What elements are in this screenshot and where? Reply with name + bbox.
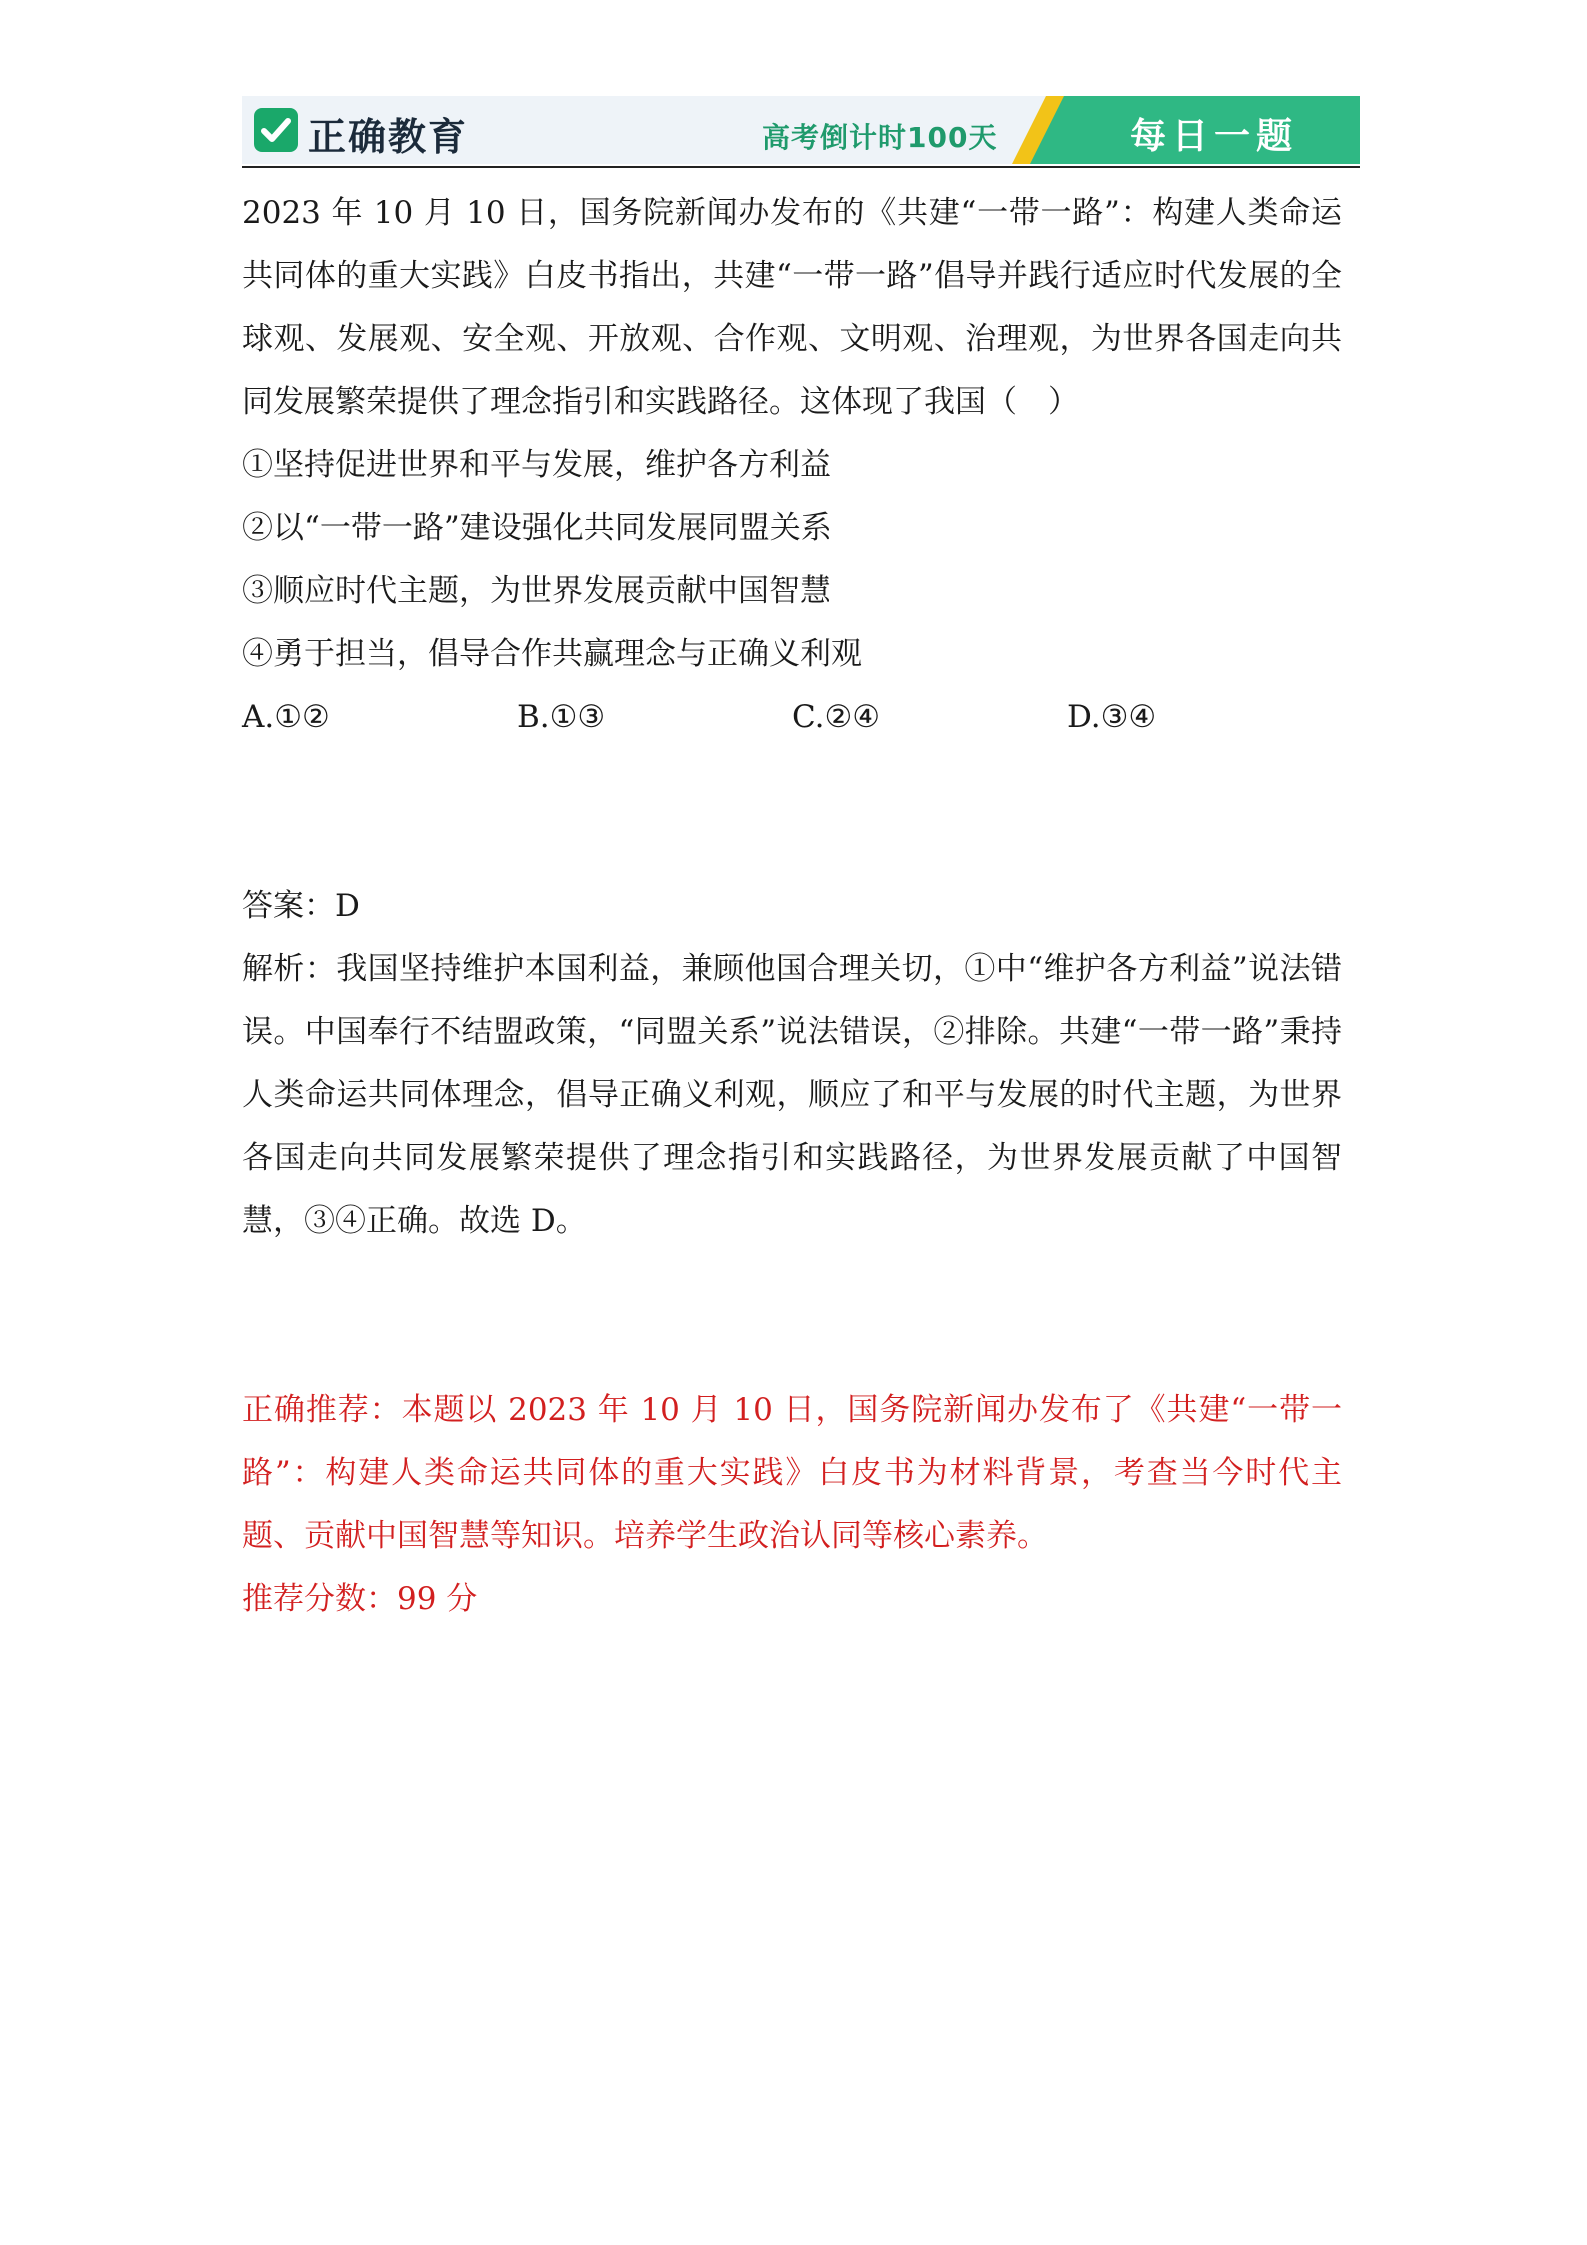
choice-b: B.①③ xyxy=(517,699,606,735)
choice-d: D.③④ xyxy=(1067,699,1157,735)
header-divider xyxy=(242,166,1360,168)
answer-label: 答案：D xyxy=(242,888,360,924)
brand-logo-text: 正确教育 xyxy=(308,115,469,159)
banner-label: 每日一题 xyxy=(1130,116,1299,157)
option-4: ④勇于担当，倡导合作共赢理念与正确义利观 xyxy=(242,636,862,672)
checkmark-logo-icon xyxy=(254,108,298,152)
choice-c: C.②④ xyxy=(792,699,881,735)
answer-choices xyxy=(242,686,1342,749)
recommendation-score: 推荐分数：99 分 xyxy=(242,1581,478,1617)
document-body xyxy=(242,182,1342,1631)
header-bar xyxy=(242,96,1360,164)
option-1: ①坚持促进世界和平与发展，维护各方利益 xyxy=(242,447,831,483)
question-stem: 2023 年 10 月 10 日，国务院新闻办发布的《共建“一带一路”：构建人类命运共同体的重大实践》白皮书指出，共建“一带一路”倡导并践行适应时代发展的全球观、发展观、安全观、开放观、合作观、文明观、治理观，为世界各国走向共同发展繁荣提供了理念指引和实践路径。这体现了我国（ ） xyxy=(242,195,1342,420)
analysis-text: 解析：我国坚持维护本国利益，兼顾他国合理关切，①中“维护各方利益”说法错误。中国奉行不结盟政策，“同盟关系”说法错误，②排除。共建“一带一路”秉持人类命运共同体理念，倡导正确义利观，顺应了和平与发展的时代主题，为世界各国走向共同发展繁荣提供了理念指引和实践路径，为世界发展贡献了中国智慧，③④正确。故选 D。 xyxy=(242,951,1342,1239)
recommendation-text: 正确推荐：本题以 2023 年 10 月 10 日，国务院新闻办发布了《共建“一带一路”：构建人类命运共同体的重大实践》白皮书为材料背景，考查当今时代主题、贡献中国智慧等知识。培养学生政治认同等核心素养。 xyxy=(242,1392,1342,1554)
option-2: ②以“一带一路”建设强化共同发展同盟关系 xyxy=(242,510,832,546)
option-3: ③顺应时代主题，为世界发展贡献中国智慧 xyxy=(242,573,831,609)
countdown-text: 高考倒计时100天 xyxy=(762,121,998,154)
choice-a: A.①② xyxy=(242,699,330,735)
